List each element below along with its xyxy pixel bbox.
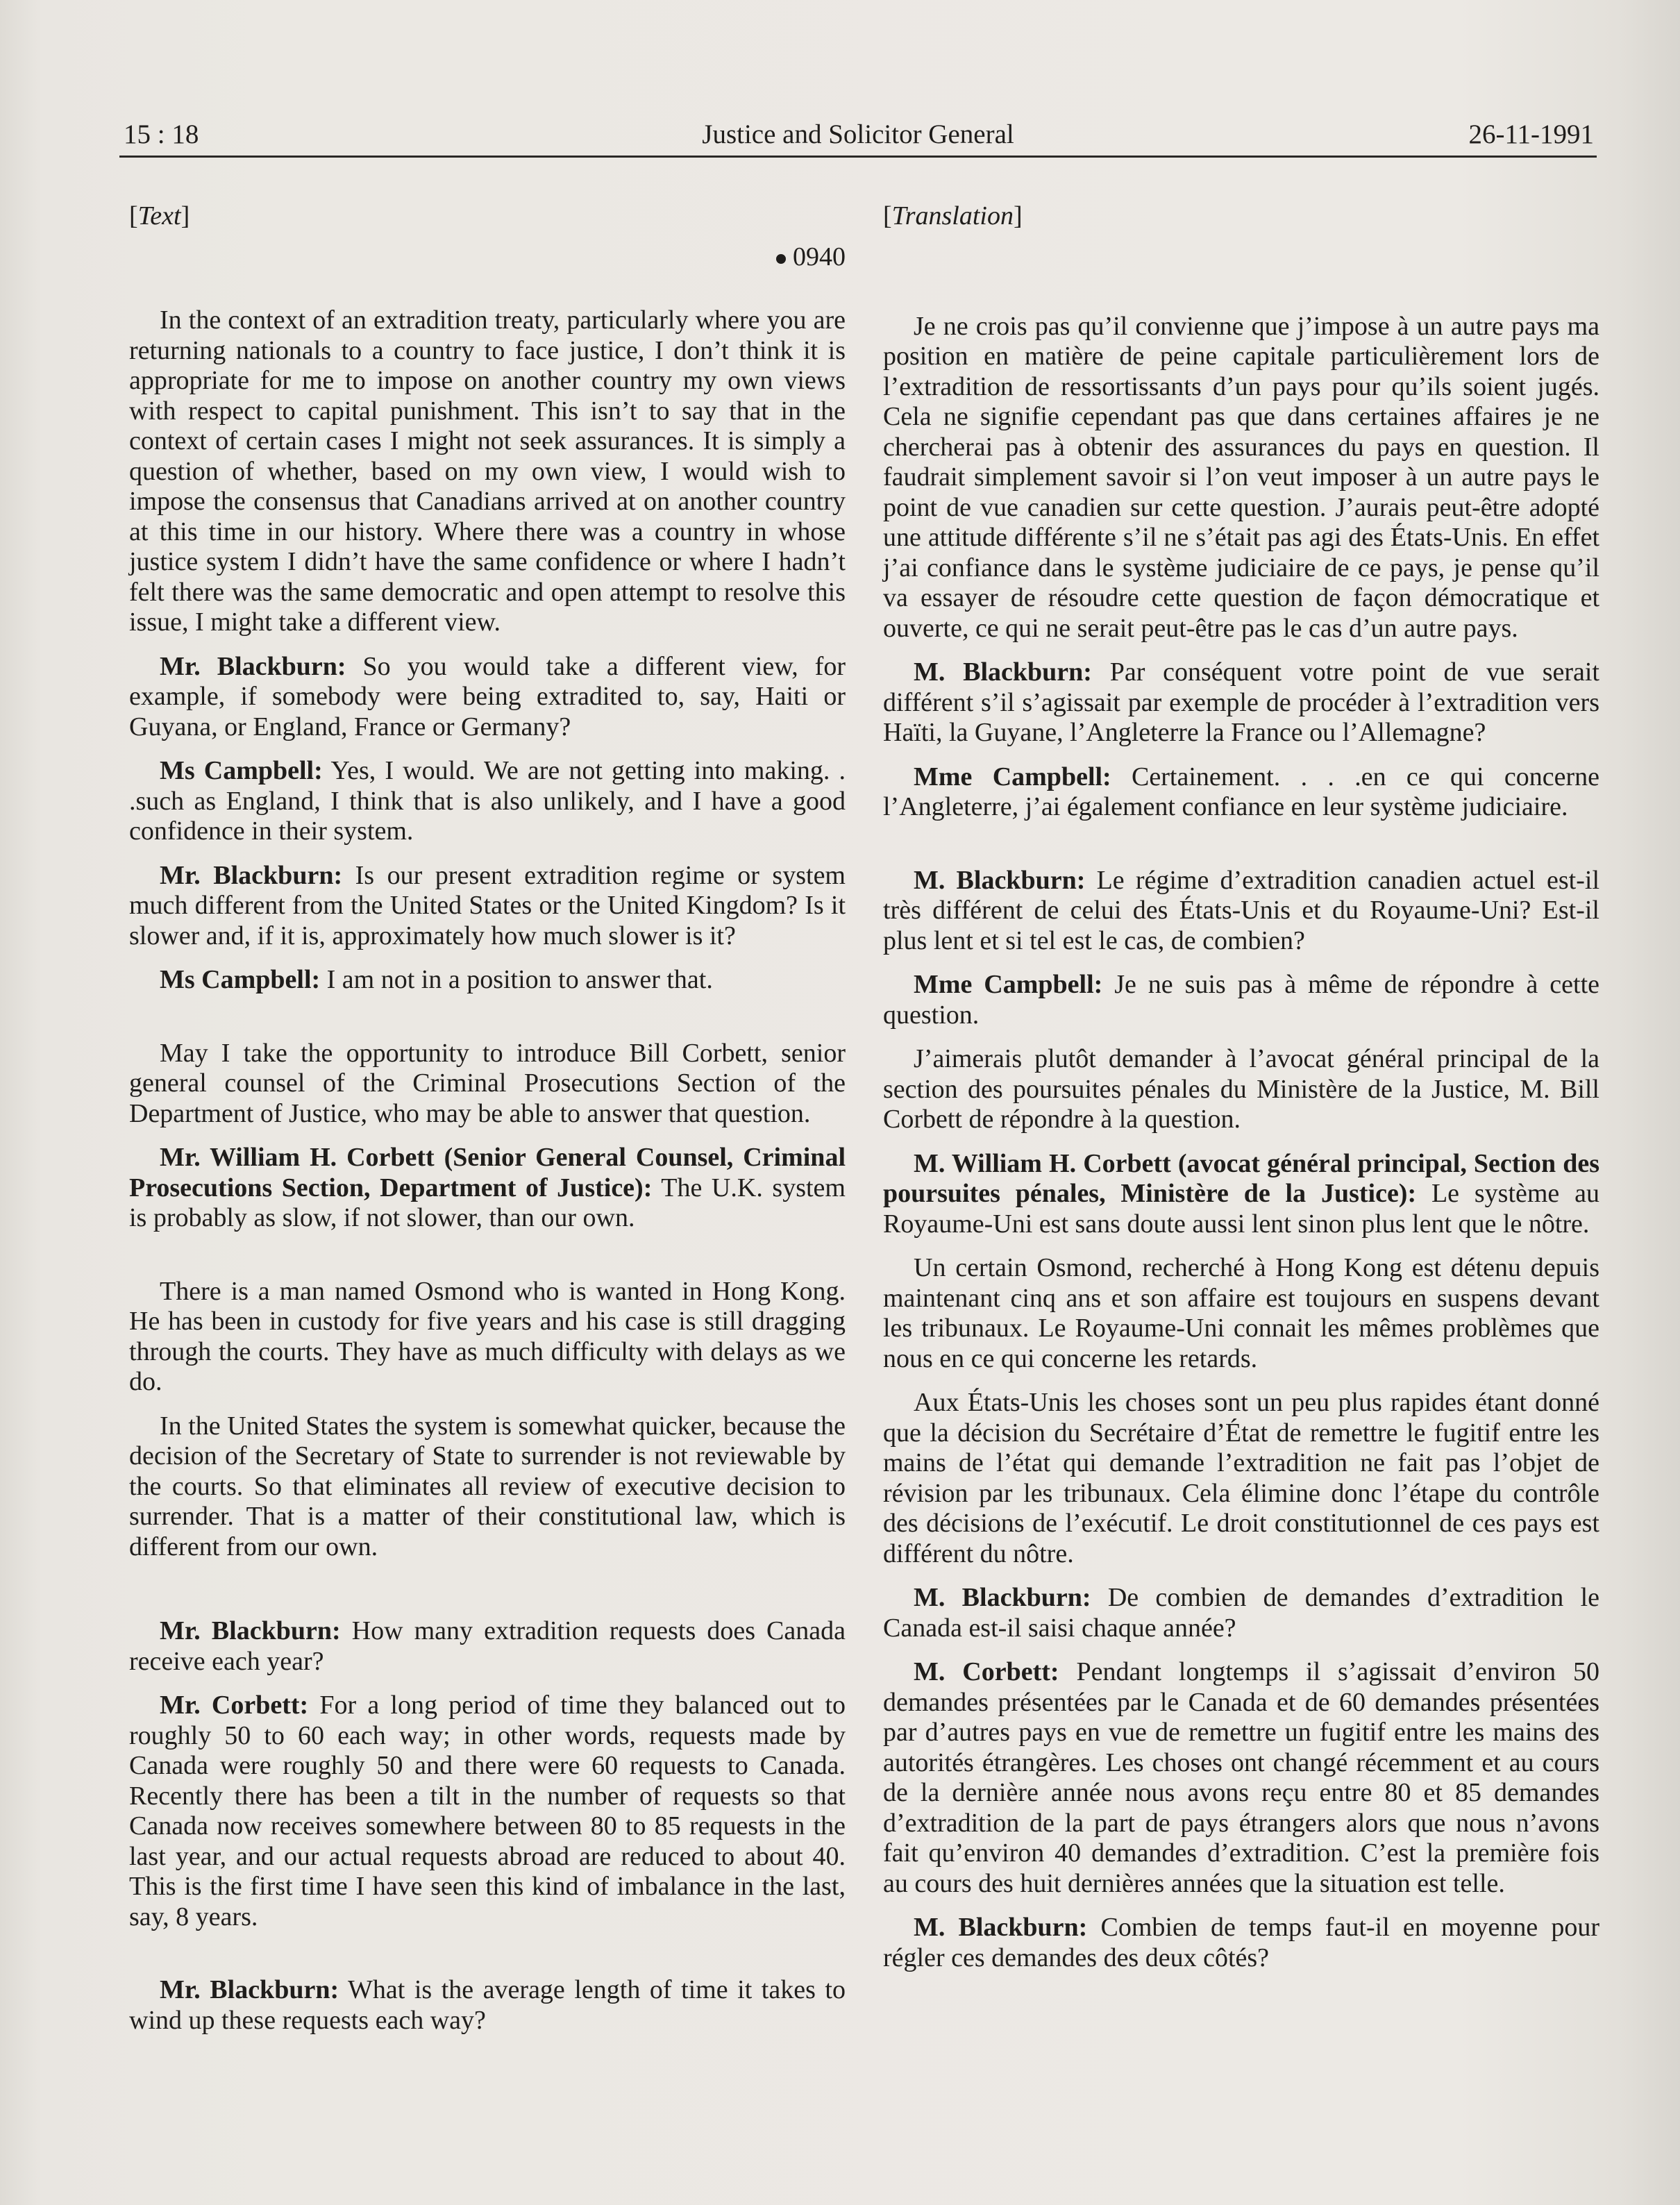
paragraph: Mr. Blackburn: Is our present extradition regime or system much different from the United States or the United Kingdom? Is it slower and, if it is, approximately how much slower is it? [129, 860, 846, 950]
paragraph: Mr. Blackburn: What is the average length of time it takes to wind up these requests each way? [129, 1975, 846, 2035]
speaker-name: Mr. William H. Corbett (Senior General Counsel, Criminal Prosecutions Section, Department of Justice): [129, 1143, 846, 1202]
speaker-name: Mme Campbell: [914, 762, 1111, 791]
paragraph: M. Blackburn: Combien de temps faut-il en moyenne pour régler ces demandes des deux côtés? [883, 1913, 1599, 1972]
paragraph: M. Blackburn: De combien de demandes d’extradition le Canada est-il saisi chaque année? [883, 1583, 1599, 1643]
speaker-name: M. Blackburn: [914, 865, 1086, 895]
paragraph: May I take the opportunity to introduce Bill Corbett, senior general counsel of the Criminal Prosecutions Section of the Department of Justice, who may be able to answer that question. [129, 1038, 846, 1128]
paragraph: Ms Campbell: I am not in a position to answer that. [160, 965, 713, 994]
paragraph: M. Blackburn: Le régime d’extradition canadien actuel est-il très différent de celui des États-Unis et du Royaume-Uni? Est-il plus lent et si tel est le cas, de combien? [883, 865, 1600, 955]
paragraph: Mr. William H. Corbett (Senior General Counsel, Criminal Prosecutions Section, Department of Justice): The U.K. system is probably as slow, if not slower, than our own. [129, 1143, 846, 1232]
paragraph: Ms Campbell: Yes, I would. We are not getting into making. . .such as England, I think that is also unlikely, and I have a good confidence in their system. [129, 756, 846, 846]
paragraph: In the context of an extradition treaty, particularly where you are returning nationals to a country to face justice, I don’t think it is appropriate for me to impose on another country my own views with respect to capital punishment. This isn’t to say that in the context of certain cases I might not seek assurances. It is simply a question of whether, based on my own view, I would wish to impose the consensus that Canadians arrived at on another country at this time in our history. Where there was a country in whose justice system I didn’t have the same confidence or where I hadn’t felt there was the same democratic and open attempt to resolve this issue, I might take a different view. [129, 305, 846, 637]
paragraph: Mr. Blackburn: How many extradition requests does Canada receive each year? [129, 1616, 846, 1676]
header-title: Justice and Solicitor General [702, 119, 1014, 149]
paragraph: Mme Campbell: Certainement. . . .en ce qui concerne l’Angleterre, j’ai également confiance en leur système judiciaire. [883, 762, 1599, 821]
speaker-name: M. Corbett: [914, 1657, 1059, 1686]
paragraph: Un certain Osmond, recherché à Hong Kong est détenu depuis maintenant cinq ans et son affaire est toujours en suspens devant les tribunaux. Le Royaume-Uni connait les mêmes problèmes que nous en ce qui concerne les retards. [883, 1253, 1599, 1373]
speaker-name: Mr. Blackburn: [160, 860, 343, 890]
paragraph: There is a man named Osmond who is wanted in Hong Kong. He has been in custody for five years and his case is still dragging through the courts. They have as much difficulty with delays as we do. [129, 1276, 846, 1396]
paragraph: Je ne crois pas qu’il convienne que j’impose à un autre pays ma position en matière de peine capitale particulièrement lors de l’extradition de ressortissants d’un pays pour qu’ils soient jugés. Cela ne signifie cependant pas que dans certaines affaires je ne chercherai pas à obtenir des assurances du pays en question. Il faudrait simplement savoir si l’on veut imposer à un autre pays le point de vue canadien sur cette question. J’aurais peut-être adopté une attitude différente s’il ne s’était pas agi des États-Unis. En effet j’ai confiance dans le système judiciaire de ce pays, je pense qu’il va essayer de résoudre cette question de façon démocratique et ouverte, ce qui ne serait peut-être pas le cas d’un autre pays. [883, 311, 1599, 643]
speaker-name: M. William H. Corbett (avocat général principal, Section des poursuites pénales, Ministère de la Justice): [883, 1148, 1599, 1208]
paragraph: Mr. Corbett: For a long period of time they balanced out to roughly 50 to 60 each way; in other words, requests made by Canada were roughly 50 and there were 60 requests to Canada. Recently there has been a tilt in the number of requests so that Canada now receives somewhere between 80 to 85 requests in the last year, and our actual requests abroad are reduced to about 40. This is the first time I have seen this kind of imbalance in the last, say, 8 years. [129, 1691, 846, 1931]
paragraph: J’aimerais plutôt demander à l’avocat général principal de la section des poursuites pénales du Ministère de la Justice, M. Bill Corbett de répondre à la question. [883, 1044, 1599, 1134]
speaker-name: M. Blackburn: [914, 1913, 1088, 1942]
speaker-name: Mr. Corbett: [160, 1691, 309, 1720]
speaker-name: Ms Campbell: [160, 965, 321, 994]
paragraph: Aux États-Unis les choses sont un peu plus rapides étant donné que la décision du Secrétaire d’État de remettre le fugitif entre les mains de l’état qui demande l’extradition ne fait pas l’objet de révision par les tribunaux. Cela élimine donc l’étape du contrôle des décisions de l’exécutif. Le droit constitutionnel de ces pays est différent du nôtre. [883, 1388, 1599, 1568]
page-number: 15 : 18 [124, 119, 199, 149]
translation-marker: [Translation] [883, 201, 1023, 230]
timestamp-value: 0940 [793, 242, 846, 271]
speaker-name: Mr. Blackburn: [160, 1616, 341, 1645]
timestamp [129, 242, 846, 273]
french-column [883, 201, 1599, 1987]
paragraph: M. William H. Corbett (avocat général principal, Section des poursuites pénales, Ministère de la Justice): Le système au Royaume-Uni est sans doute aussi lent sinon plus lent que le nôtre. [883, 1148, 1599, 1239]
paragraph: Mr. Blackburn: So you would take a different view, for example, if somebody were being extradited to, say, Haiti or Guyana, or England, France or Germany? [129, 651, 846, 741]
speaker-name: M. Blackburn: [914, 1583, 1091, 1612]
paragraph: Mme Campbell: Je ne suis pas à même de répondre à cette question. [883, 970, 1600, 1030]
running-header [119, 117, 1597, 158]
text-marker: [Text] [129, 201, 190, 230]
speaker-name: Mme Campbell: [914, 970, 1103, 999]
speaker-name: Mr. Blackburn: [160, 651, 346, 681]
bullet-icon [776, 254, 786, 264]
speaker-name: Ms Campbell: [160, 756, 323, 785]
paragraph: M. Blackburn: Par conséquent votre point de vue serait différent s’il s’agissait par exemple de procéder à l’extradition vers Haïti, la Guyane, l’Angleterre la France ou l’Allemagne? [883, 657, 1599, 747]
paragraph: M. Corbett: Pendant longtemps il s’agissait d’environ 50 demandes présentées par le Canada et de 60 demandes présentées par d’autres pays en vue de remettre un fugitif entre les mains des autorités étrangères. Les choses ont changé récemment et au cours de la dernière année nous avons reçu entre 80 et 85 demandes d’extradition de la part de pays étrangers alors que nous n’avons fait qu’environ 40 demandes d’extradition. C’est la première fois au cours des huit dernières années que la situation est telle. [883, 1657, 1599, 1898]
speaker-name: Mr. Blackburn: [160, 1975, 339, 2004]
english-column [129, 201, 846, 2049]
speaker-name: M. Blackburn: [914, 657, 1092, 687]
header-date: 26-11-1991 [1468, 119, 1594, 149]
paragraph: In the United States the system is somewhat quicker, because the decision of the Secretary of State to surrender is not reviewable by the courts. So that eliminates all review of executive decision to surrender. That is a matter of their constitutional law, which is different from our own. [129, 1411, 846, 1561]
